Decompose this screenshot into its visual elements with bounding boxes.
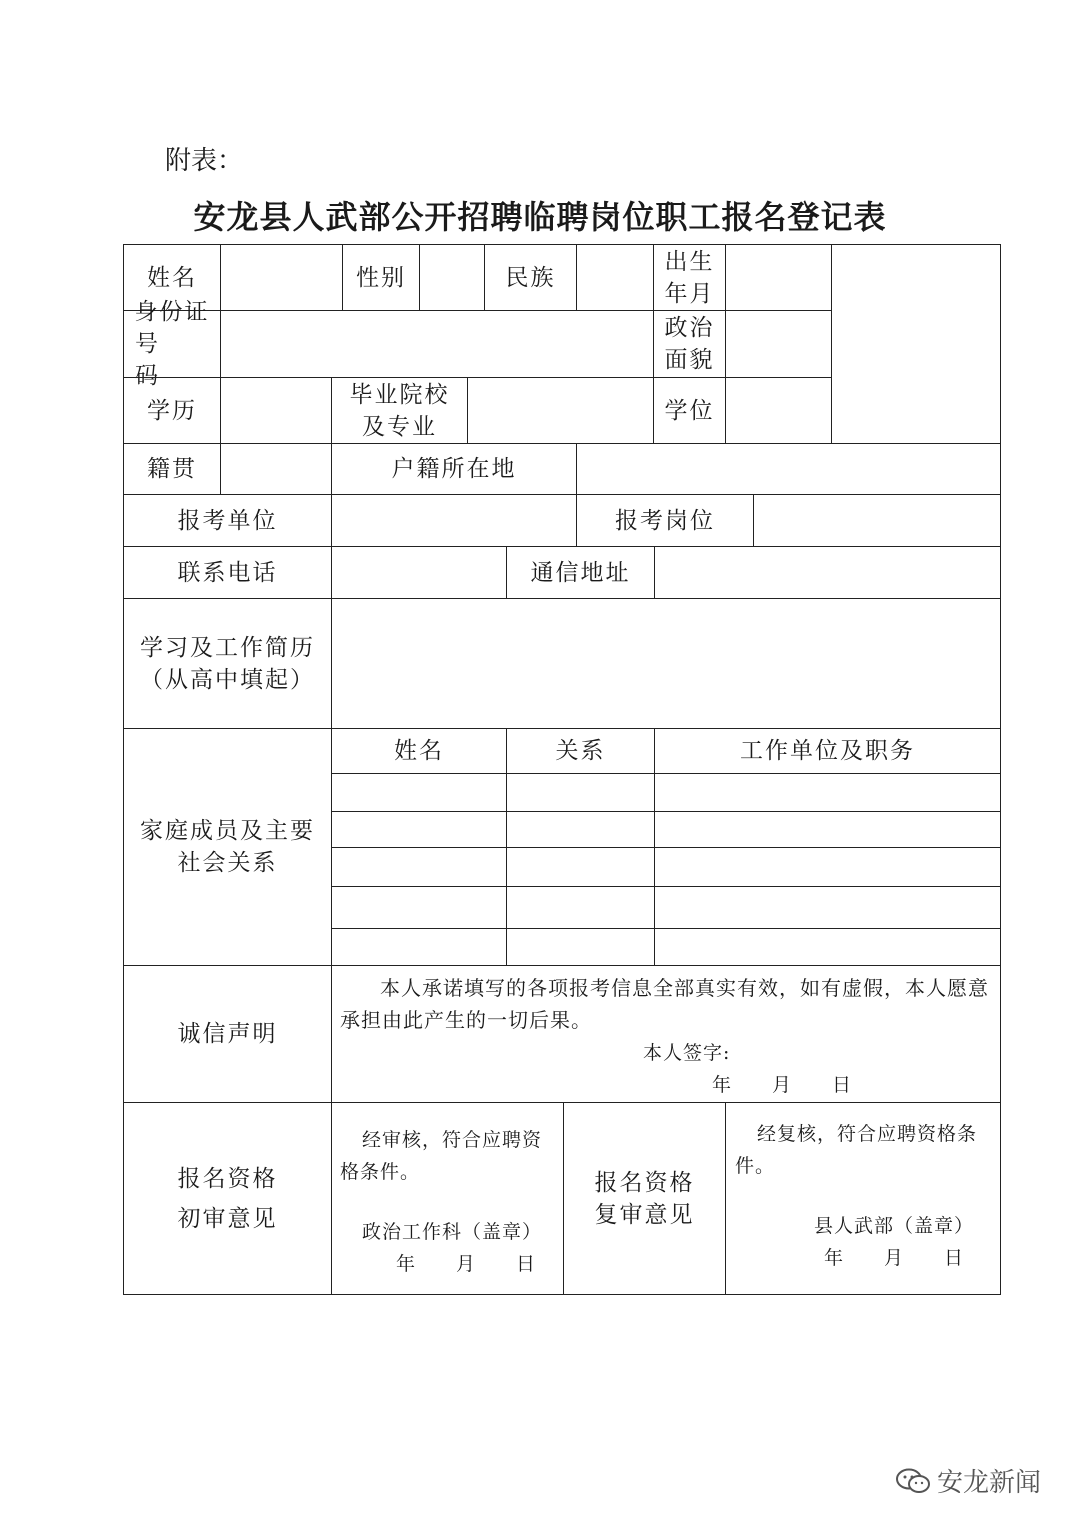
phone-field[interactable]	[331, 546, 507, 599]
apply-unit-field[interactable]	[331, 494, 577, 547]
birth-label	[653, 244, 726, 311]
household-field[interactable]	[576, 443, 1001, 495]
family-row-1-name[interactable]	[331, 773, 507, 812]
family-row-2-name[interactable]	[331, 811, 507, 848]
family-label	[123, 728, 332, 966]
family-row-1-work[interactable]	[654, 773, 1001, 812]
attachment-label: 附表：	[165, 146, 244, 176]
initial-label-line1: 报名资格	[177, 1165, 278, 1192]
political-status-label	[653, 310, 726, 378]
family-name-header: 姓名	[331, 728, 507, 774]
family-label-line2: 社会关系	[177, 850, 278, 876]
family-row-1-relation[interactable]	[506, 773, 655, 812]
id-number-label	[123, 299, 221, 389]
address-field[interactable]	[654, 546, 1001, 599]
wechat-icon	[895, 1467, 931, 1495]
family-relation-header: 关系	[506, 728, 655, 774]
resume-label-line1: 学习及工作简历	[140, 634, 315, 661]
resume-label-line2: （从高中填起）	[140, 666, 315, 693]
school-label-line1: 毕业院校	[349, 381, 450, 408]
gender-field[interactable]	[419, 244, 485, 311]
recheck-label-line1: 报名资格	[594, 1169, 695, 1196]
resume-label	[123, 598, 332, 729]
recheck-review-stamp: 县人武部（盖章）	[814, 1215, 975, 1237]
address-label: 通信地址	[506, 546, 655, 599]
initial-review-date: 年 月 日	[396, 1253, 537, 1275]
family-row-3-work[interactable]	[654, 847, 1001, 887]
resume-field[interactable]	[331, 598, 1001, 729]
id-label-line1: 身份证	[134, 299, 210, 325]
id-number-field[interactable]	[220, 310, 654, 378]
family-row-5-name[interactable]	[331, 928, 507, 966]
degree-label: 学位	[653, 377, 726, 444]
photo-box[interactable]	[831, 244, 1001, 444]
recheck-review-text: 经复核，符合应聘资格条件。	[735, 1123, 978, 1177]
watermark	[895, 1462, 1041, 1499]
education-field[interactable]	[220, 377, 332, 444]
family-row-3-relation[interactable]	[506, 847, 655, 887]
integrity-label: 诚信声明	[123, 965, 332, 1103]
watermark-text: 安龙新闻	[937, 1468, 1042, 1498]
id-label-line2: 号 码	[135, 331, 185, 389]
recheck-review-label	[563, 1102, 726, 1295]
family-row-4-relation[interactable]	[506, 886, 655, 929]
school-major-label	[331, 377, 468, 444]
apply-unit-label: 报考单位	[123, 494, 332, 547]
initial-review-text: 经审核，符合应聘资格条件。	[340, 1129, 543, 1183]
phone-label: 联系电话	[123, 546, 332, 599]
birth-label-line1: 出生	[664, 248, 715, 275]
recheck-label-line2: 复审意见	[594, 1201, 695, 1228]
recheck-review-date: 年 月 日	[824, 1247, 965, 1269]
integrity-date: 年 月 日	[712, 1074, 853, 1096]
political-status-field[interactable]	[725, 310, 832, 378]
education-label: 学历	[123, 377, 221, 444]
family-row-3-name[interactable]	[331, 847, 507, 887]
family-row-4-name[interactable]	[331, 886, 507, 929]
family-row-5-work[interactable]	[654, 928, 1001, 966]
ethnicity-field[interactable]	[576, 244, 654, 311]
gender-label: 性别	[342, 244, 420, 311]
political-label-line1: 政治	[664, 315, 715, 341]
initial-review-label	[123, 1102, 332, 1295]
signature-label: 本人签字:	[643, 1042, 731, 1064]
native-place-label: 籍贯	[123, 443, 221, 495]
birth-label-line2: 年月	[664, 280, 715, 307]
native-place-field[interactable]	[220, 443, 332, 495]
integrity-statement: 本人承诺填写的各项报考信息全部真实有效，如有虚假，本人愿意承担由此产生的一切后果。	[340, 976, 989, 1032]
family-label-line1: 家庭成员及主要	[140, 818, 315, 844]
degree-field[interactable]	[725, 377, 832, 444]
family-row-2-relation[interactable]	[506, 811, 655, 848]
ethnicity-label: 民族	[484, 244, 577, 311]
page-title: 安龙县人武部公开招聘临聘岗位职工报名登记表	[193, 198, 887, 236]
school-major-field[interactable]	[467, 377, 654, 444]
family-work-header: 工作单位及职务	[654, 728, 1001, 774]
school-label-line2: 及专业	[362, 413, 437, 440]
family-row-4-work[interactable]	[654, 886, 1001, 929]
birth-field[interactable]	[725, 244, 832, 311]
name-label: 姓名	[123, 244, 221, 311]
family-row-2-work[interactable]	[654, 811, 1001, 848]
apply-post-field[interactable]	[753, 494, 1001, 547]
household-label: 户籍所在地	[331, 443, 577, 495]
political-label-line2: 面貌	[664, 347, 715, 373]
initial-review-stamp: 政治工作科（盖章）	[362, 1221, 543, 1243]
family-row-5-relation[interactable]	[506, 928, 655, 966]
apply-post-label: 报考岗位	[576, 494, 754, 547]
initial-label-line2: 初审意见	[177, 1205, 278, 1232]
name-field[interactable]	[220, 244, 343, 311]
